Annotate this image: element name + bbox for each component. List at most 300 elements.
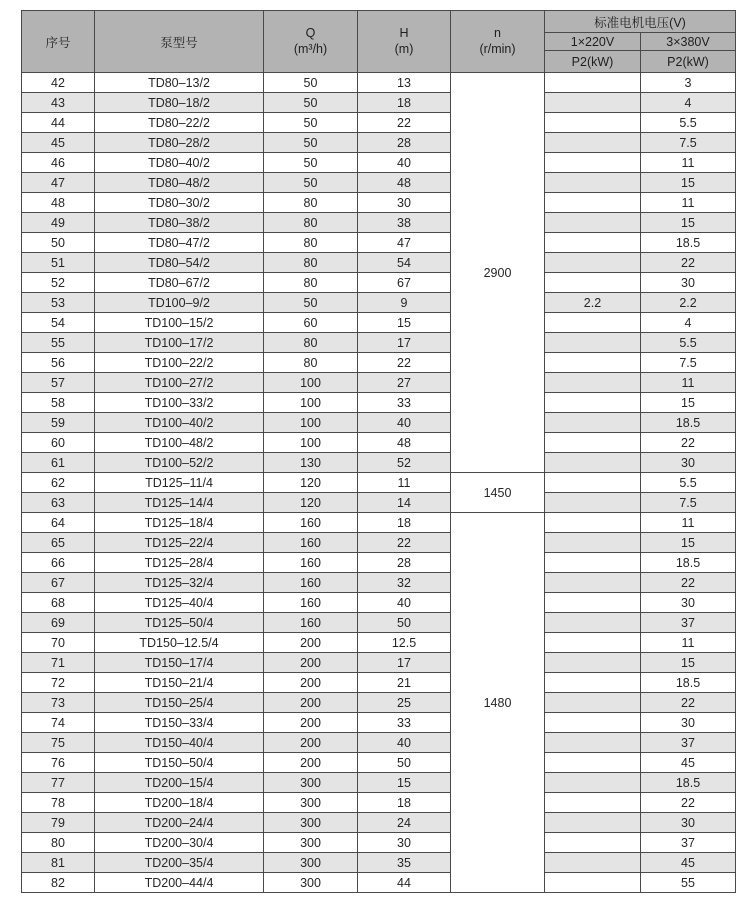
cell-p2-220 [545,633,641,653]
cell-serial: 78 [22,793,95,813]
table-row [22,213,736,233]
cell-p2-220 [545,133,641,153]
cell-p2-380: 22 [641,573,736,593]
cell-p2-220 [545,153,641,173]
cell-model: TD150–21/4 [95,673,264,693]
cell-head: 17 [358,653,451,673]
cell-flow: 50 [264,133,358,153]
cell-head: 18 [358,513,451,533]
cell-head: 12.5 [358,633,451,653]
cell-p2-220 [545,473,641,493]
cell-flow: 50 [264,93,358,113]
cell-p2-380: 30 [641,453,736,473]
cell-model: TD80–30/2 [95,193,264,213]
cell-serial: 76 [22,753,95,773]
cell-model: TD150–12.5/4 [95,633,264,653]
cell-serial: 62 [22,473,95,493]
cell-model: TD150–25/4 [95,693,264,713]
table-row [22,613,736,633]
cell-model: TD125–18/4 [95,513,264,533]
table-row [22,273,736,293]
cell-p2-220 [545,513,641,533]
cell-p2-380: 2.2 [641,293,736,313]
cell-flow: 130 [264,453,358,473]
cell-p2-380: 22 [641,433,736,453]
table-row [22,253,736,273]
cell-p2-220 [545,773,641,793]
cell-head: 44 [358,873,451,893]
cell-p2-380: 18.5 [641,773,736,793]
cell-head: 22 [358,533,451,553]
cell-head: 18 [358,93,451,113]
cell-flow: 300 [264,793,358,813]
cell-flow: 80 [264,353,358,373]
table-row [22,673,736,693]
cell-serial: 55 [22,333,95,353]
cell-serial: 43 [22,93,95,113]
cell-model: TD100–9/2 [95,293,264,313]
cell-serial: 50 [22,233,95,253]
cell-head: 13 [358,73,451,93]
cell-model: TD80–22/2 [95,113,264,133]
table-row [22,73,736,93]
cell-p2-220 [545,233,641,253]
table-header [22,11,736,73]
cell-head: 54 [358,253,451,273]
cell-head: 18 [358,793,451,813]
header-head-symbol: H [399,25,409,40]
cell-p2-380: 15 [641,173,736,193]
cell-model: TD80–40/2 [95,153,264,173]
cell-p2-380: 7.5 [641,353,736,373]
cell-flow: 50 [264,293,358,313]
cell-head: 48 [358,433,451,453]
cell-p2-380: 45 [641,853,736,873]
cell-head: 17 [358,333,451,353]
cell-flow: 100 [264,433,358,453]
cell-flow: 200 [264,713,358,733]
cell-p2-220 [545,453,641,473]
cell-p2-220 [545,253,641,273]
cell-p2-380: 37 [641,833,736,853]
cell-head: 50 [358,753,451,773]
cell-p2-380: 18.5 [641,413,736,433]
cell-flow: 160 [264,613,358,633]
cell-p2-220 [545,833,641,853]
cell-flow: 300 [264,773,358,793]
cell-p2-380: 45 [641,753,736,773]
cell-model: TD80–67/2 [95,273,264,293]
table-row [22,573,736,593]
table-row [22,813,736,833]
cell-serial: 72 [22,673,95,693]
cell-p2-380: 30 [641,713,736,733]
cell-head: 35 [358,853,451,873]
cell-p2-380: 22 [641,693,736,713]
cell-flow: 80 [264,213,358,233]
cell-p2-380: 11 [641,193,736,213]
cell-p2-380: 5.5 [641,333,736,353]
cell-p2-220 [545,853,641,873]
cell-serial: 52 [22,273,95,293]
cell-serial: 44 [22,113,95,133]
header-serial: 序号 [22,11,95,73]
cell-head: 52 [358,453,451,473]
cell-p2-220 [545,553,641,573]
cell-flow: 50 [264,173,358,193]
cell-flow: 200 [264,633,358,653]
cell-flow: 80 [264,273,358,293]
cell-serial: 67 [22,573,95,593]
cell-serial: 79 [22,813,95,833]
cell-head: 27 [358,373,451,393]
cell-head: 48 [358,173,451,193]
cell-model: TD100–17/2 [95,333,264,353]
cell-serial: 75 [22,733,95,753]
cell-flow: 300 [264,853,358,873]
header-speed [451,11,545,73]
cell-flow: 160 [264,513,358,533]
header-head-unit: (m) [394,41,414,56]
cell-flow: 200 [264,653,358,673]
cell-p2-220 [545,813,641,833]
cell-model: TD80–48/2 [95,173,264,193]
header-voltage-group: 标准电机电压(V) [545,11,736,33]
cell-head: 14 [358,493,451,513]
header-voltage-220: 1×220V [545,33,641,51]
cell-head: 30 [358,193,451,213]
cell-head: 9 [358,293,451,313]
cell-head: 33 [358,713,451,733]
cell-p2-380: 15 [641,533,736,553]
table-row [22,653,736,673]
cell-flow: 200 [264,733,358,753]
cell-p2-220 [545,613,641,633]
table-row [22,753,736,773]
cell-p2-220 [545,273,641,293]
cell-head: 33 [358,393,451,413]
header-model: 泵型号 [95,11,264,73]
cell-p2-380: 11 [641,633,736,653]
cell-flow: 100 [264,413,358,433]
cell-model: TD150–40/4 [95,733,264,753]
cell-flow: 160 [264,553,358,573]
cell-head: 11 [358,473,451,493]
cell-head: 24 [358,813,451,833]
table-row [22,113,736,133]
header-speed-symbol: n [494,25,501,40]
cell-head: 32 [358,573,451,593]
cell-p2-220 [545,73,641,93]
cell-flow: 100 [264,373,358,393]
cell-flow: 160 [264,533,358,553]
table-row [22,493,736,513]
cell-p2-220 [545,533,641,553]
header-p2-380: P2(kW) [641,51,736,73]
cell-p2-380: 11 [641,513,736,533]
cell-flow: 80 [264,333,358,353]
cell-head: 21 [358,673,451,693]
cell-p2-220 [545,113,641,133]
cell-p2-380: 4 [641,93,736,113]
cell-serial: 57 [22,373,95,393]
cell-p2-220 [545,673,641,693]
cell-p2-380: 7.5 [641,133,736,153]
table-row [22,293,736,313]
table-row [22,713,736,733]
cell-p2-220: 2.2 [545,293,641,313]
table-row [22,733,736,753]
cell-flow: 120 [264,473,358,493]
table-row [22,313,736,333]
cell-serial: 46 [22,153,95,173]
header-flow-symbol: Q [305,25,316,40]
table-row [22,553,736,573]
cell-speed: 1480 [451,513,545,893]
cell-model: TD80–18/2 [95,93,264,113]
cell-head: 40 [358,153,451,173]
table-row [22,433,736,453]
cell-head: 15 [358,313,451,333]
cell-p2-220 [545,753,641,773]
cell-p2-220 [545,573,641,593]
cell-speed: 1450 [451,473,545,513]
cell-serial: 81 [22,853,95,873]
cell-model: TD100–15/2 [95,313,264,333]
table-row [22,513,736,533]
cell-head: 47 [358,233,451,253]
cell-p2-380: 11 [641,373,736,393]
cell-head: 50 [358,613,451,633]
table-row [22,353,736,373]
cell-head: 38 [358,213,451,233]
cell-serial: 53 [22,293,95,313]
cell-p2-380: 15 [641,393,736,413]
cell-flow: 160 [264,593,358,613]
cell-serial: 49 [22,213,95,233]
cell-flow: 300 [264,833,358,853]
cell-serial: 60 [22,433,95,453]
cell-flow: 160 [264,573,358,593]
cell-model: TD150–33/4 [95,713,264,733]
cell-p2-380: 18.5 [641,553,736,573]
cell-p2-220 [545,733,641,753]
cell-p2-220 [545,333,641,353]
table-row [22,473,736,493]
table-row [22,693,736,713]
cell-serial: 69 [22,613,95,633]
table-row [22,153,736,173]
cell-head: 25 [358,693,451,713]
cell-model: TD200–15/4 [95,773,264,793]
table-row [22,853,736,873]
table-row [22,333,736,353]
cell-p2-220 [545,433,641,453]
cell-p2-380: 11 [641,153,736,173]
cell-p2-380: 30 [641,593,736,613]
cell-p2-220 [545,413,641,433]
table-row [22,453,736,473]
table-row [22,413,736,433]
cell-flow: 80 [264,193,358,213]
cell-flow: 200 [264,753,358,773]
cell-p2-220 [545,193,641,213]
cell-p2-380: 30 [641,273,736,293]
cell-serial: 47 [22,173,95,193]
cell-model: TD80–54/2 [95,253,264,273]
cell-serial: 56 [22,353,95,373]
cell-head: 30 [358,833,451,853]
header-speed-unit: (r/min) [479,41,516,56]
table-row [22,233,736,253]
cell-model: TD80–28/2 [95,133,264,153]
cell-p2-220 [545,653,641,673]
cell-flow: 50 [264,153,358,173]
cell-serial: 68 [22,593,95,613]
cell-model: TD200–30/4 [95,833,264,853]
cell-model: TD100–22/2 [95,353,264,373]
cell-serial: 45 [22,133,95,153]
cell-p2-380: 37 [641,613,736,633]
cell-serial: 77 [22,773,95,793]
cell-model: TD125–11/4 [95,473,264,493]
cell-model: TD200–24/4 [95,813,264,833]
cell-head: 40 [358,593,451,613]
cell-serial: 70 [22,633,95,653]
table-row [22,393,736,413]
cell-head: 40 [358,413,451,433]
table-row [22,173,736,193]
cell-model: TD125–14/4 [95,493,264,513]
cell-serial: 71 [22,653,95,673]
cell-p2-220 [545,393,641,413]
cell-model: TD200–35/4 [95,853,264,873]
cell-p2-380: 15 [641,653,736,673]
cell-serial: 54 [22,313,95,333]
table-row [22,633,736,653]
cell-p2-380: 22 [641,793,736,813]
table-row [22,873,736,893]
cell-p2-220 [545,693,641,713]
table-row [22,533,736,553]
cell-model: TD125–22/4 [95,533,264,553]
cell-model: TD80–38/2 [95,213,264,233]
table-row [22,193,736,213]
cell-serial: 80 [22,833,95,853]
cell-serial: 59 [22,413,95,433]
cell-p2-380: 37 [641,733,736,753]
pump-spec-table [21,10,736,893]
cell-flow: 50 [264,113,358,133]
cell-p2-220 [545,93,641,113]
cell-model: TD125–28/4 [95,553,264,573]
cell-p2-380: 22 [641,253,736,273]
header-flow [264,11,358,73]
cell-p2-380: 3 [641,73,736,93]
cell-head: 28 [358,133,451,153]
cell-model: TD150–50/4 [95,753,264,773]
cell-model: TD150–17/4 [95,653,264,673]
cell-p2-380: 30 [641,813,736,833]
cell-head: 22 [358,113,451,133]
cell-p2-380: 5.5 [641,113,736,133]
cell-p2-380: 18.5 [641,673,736,693]
cell-model: TD100–48/2 [95,433,264,453]
cell-serial: 73 [22,693,95,713]
cell-p2-220 [545,173,641,193]
cell-model: TD100–33/2 [95,393,264,413]
cell-flow: 60 [264,313,358,333]
cell-p2-220 [545,713,641,733]
cell-head: 28 [358,553,451,573]
header-flow-unit: (m³/h) [293,41,328,56]
table-row [22,133,736,153]
cell-p2-380: 7.5 [641,493,736,513]
cell-serial: 51 [22,253,95,273]
cell-flow: 50 [264,73,358,93]
cell-speed: 2900 [451,73,545,473]
cell-p2-380: 4 [641,313,736,333]
cell-serial: 65 [22,533,95,553]
cell-p2-220 [545,593,641,613]
cell-p2-380: 5.5 [641,473,736,493]
cell-head: 22 [358,353,451,373]
cell-serial: 48 [22,193,95,213]
cell-flow: 100 [264,393,358,413]
header-row-1 [22,11,736,33]
cell-serial: 64 [22,513,95,533]
table-row [22,373,736,393]
cell-p2-220 [545,493,641,513]
header-voltage-380: 3×380V [641,33,736,51]
cell-head: 67 [358,273,451,293]
cell-serial: 82 [22,873,95,893]
cell-p2-220 [545,353,641,373]
cell-flow: 300 [264,873,358,893]
cell-p2-220 [545,213,641,233]
cell-p2-380: 18.5 [641,233,736,253]
header-p2-220: P2(kW) [545,51,641,73]
cell-head: 40 [358,733,451,753]
cell-flow: 300 [264,813,358,833]
table-row [22,93,736,113]
cell-model: TD100–40/2 [95,413,264,433]
cell-flow: 80 [264,233,358,253]
cell-model: TD80–47/2 [95,233,264,253]
cell-model: TD125–40/4 [95,593,264,613]
cell-serial: 66 [22,553,95,573]
cell-model: TD80–13/2 [95,73,264,93]
table-row [22,773,736,793]
table-row [22,793,736,813]
cell-serial: 42 [22,73,95,93]
cell-model: TD200–44/4 [95,873,264,893]
table-row [22,593,736,613]
cell-p2-220 [545,373,641,393]
cell-flow: 200 [264,673,358,693]
cell-model: TD100–52/2 [95,453,264,473]
cell-flow: 80 [264,253,358,273]
header-head [358,11,451,73]
cell-serial: 61 [22,453,95,473]
pump-spec-table-wrap [21,10,736,893]
cell-serial: 74 [22,713,95,733]
cell-p2-380: 55 [641,873,736,893]
cell-serial: 58 [22,393,95,413]
cell-serial: 63 [22,493,95,513]
cell-head: 15 [358,773,451,793]
cell-flow: 200 [264,693,358,713]
